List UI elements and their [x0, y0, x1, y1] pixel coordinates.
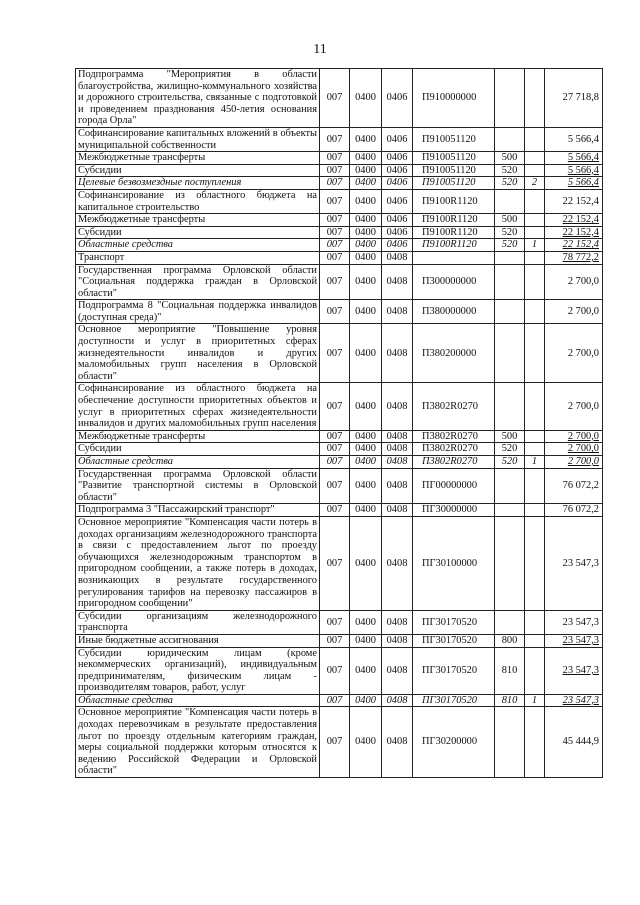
section-code-cell: 0400 — [350, 430, 382, 443]
section-code-cell: 0400 — [350, 152, 382, 165]
target-article-cell: П9100R1120 — [413, 239, 495, 252]
subsection-code-cell: 0408 — [382, 504, 413, 517]
section-code-cell: 0400 — [350, 251, 382, 264]
subsection-code-cell: 0408 — [382, 516, 413, 610]
funding-source-cell — [525, 443, 545, 456]
section-code-cell: 0400 — [350, 264, 382, 300]
department-code-cell: 007 — [320, 504, 350, 517]
section-code-cell: 0400 — [350, 610, 382, 634]
amount-cell: 5 566,4 — [545, 164, 603, 177]
expense-type-cell — [495, 127, 525, 151]
amount-cell: 22 152,4 — [545, 239, 603, 252]
subsection-code-cell: 0408 — [382, 694, 413, 707]
target-article-cell: ПГ30170520 — [413, 647, 495, 694]
target-article-cell: П910051120 — [413, 152, 495, 165]
funding-source-cell — [525, 430, 545, 443]
funding-source-cell: 1 — [525, 239, 545, 252]
department-code-cell: 007 — [320, 251, 350, 264]
item-name-cell: Софинансирование капитальных вложений в объекты муниципальной собственности — [76, 127, 320, 151]
section-code-cell: 0400 — [350, 300, 382, 324]
table-row — [76, 383, 603, 430]
item-name-cell: Основное мероприятие "Компенсация части потерь в доходах организациям железнодорожного транспорта в связи с предоставлением льгот по проезду обучающихся железнодорожным транспортом в пригородном сообщении, а также потерь в доходах, возникающих в результате государственного регулирования тарифов на перевозку пассажиров в пригородном сообщении" — [76, 516, 320, 610]
section-code-cell: 0400 — [350, 127, 382, 151]
table-row — [76, 177, 603, 190]
subsection-code-cell: 0406 — [382, 226, 413, 239]
expense-type-cell — [495, 516, 525, 610]
item-name-cell: Межбюджетные трансферты — [76, 430, 320, 443]
subsection-code-cell: 0408 — [382, 707, 413, 778]
item-name-cell: Основное мероприятие "Повышение уровня доступности и услуг в приоритетных сферах жизнедеятельности инвалидов и других маломобильных групп населения в Орловской области" — [76, 324, 320, 383]
department-code-cell: 007 — [320, 647, 350, 694]
item-name-cell: Субсидии организациям железнодорожного транспорта — [76, 610, 320, 634]
funding-source-cell — [525, 516, 545, 610]
table-row — [76, 468, 603, 504]
item-name-cell: Софинансирование из областного бюджета на капитальное строительство — [76, 189, 320, 213]
target-article-cell: ПГ30200000 — [413, 707, 495, 778]
subsection-code-cell: 0406 — [382, 127, 413, 151]
target-article-cell: П3802R0270 — [413, 443, 495, 456]
department-code-cell: 007 — [320, 226, 350, 239]
expense-type-cell — [495, 69, 525, 128]
amount-cell: 23 547,3 — [545, 634, 603, 647]
funding-source-cell — [525, 610, 545, 634]
department-code-cell: 007 — [320, 468, 350, 504]
amount-cell: 76 072,2 — [545, 504, 603, 517]
funding-source-cell — [525, 127, 545, 151]
item-name-cell: Межбюджетные трансферты — [76, 152, 320, 165]
item-name-cell: Транспорт — [76, 251, 320, 264]
funding-source-cell — [525, 707, 545, 778]
section-code-cell: 0400 — [350, 647, 382, 694]
target-article-cell: П380000000 — [413, 300, 495, 324]
table-row — [76, 504, 603, 517]
section-code-cell: 0400 — [350, 214, 382, 227]
section-code-cell: 0400 — [350, 324, 382, 383]
department-code-cell: 007 — [320, 443, 350, 456]
subsection-code-cell: 0408 — [382, 456, 413, 469]
department-code-cell: 007 — [320, 430, 350, 443]
table-row — [76, 264, 603, 300]
table-row — [76, 647, 603, 694]
target-article-cell: ПГ30170520 — [413, 694, 495, 707]
target-article-cell: П910051120 — [413, 127, 495, 151]
table-row — [76, 189, 603, 213]
amount-cell: 2 700,0 — [545, 430, 603, 443]
item-name-cell: Подпрограмма 3 "Пассажирский транспорт" — [76, 504, 320, 517]
target-article-cell: П3802R0270 — [413, 430, 495, 443]
department-code-cell: 007 — [320, 127, 350, 151]
funding-source-cell — [525, 226, 545, 239]
table-row — [76, 214, 603, 227]
expense-type-cell: 520 — [495, 226, 525, 239]
funding-source-cell: 1 — [525, 694, 545, 707]
subsection-code-cell: 0408 — [382, 430, 413, 443]
target-article-cell — [413, 251, 495, 264]
target-article-cell: ПГ30000000 — [413, 504, 495, 517]
subsection-code-cell: 0406 — [382, 214, 413, 227]
funding-source-cell: 1 — [525, 456, 545, 469]
item-name-cell: Государственная программа Орловской области "Социальная поддержка граждан в Орловской области" — [76, 264, 320, 300]
subsection-code-cell: 0408 — [382, 264, 413, 300]
expense-type-cell — [495, 251, 525, 264]
section-code-cell: 0400 — [350, 164, 382, 177]
department-code-cell: 007 — [320, 239, 350, 252]
item-name-cell: Областные средства — [76, 239, 320, 252]
department-code-cell: 007 — [320, 177, 350, 190]
department-code-cell: 007 — [320, 152, 350, 165]
department-code-cell: 007 — [320, 324, 350, 383]
section-code-cell: 0400 — [350, 177, 382, 190]
amount-cell: 2 700,0 — [545, 456, 603, 469]
target-article-cell: П910051120 — [413, 177, 495, 190]
table-row — [76, 127, 603, 151]
amount-cell: 2 700,0 — [545, 300, 603, 324]
expense-type-cell: 500 — [495, 152, 525, 165]
funding-source-cell — [525, 189, 545, 213]
table-row — [76, 300, 603, 324]
target-article-cell: ПГ30100000 — [413, 516, 495, 610]
amount-cell: 23 547,3 — [545, 647, 603, 694]
department-code-cell: 007 — [320, 456, 350, 469]
expense-type-cell — [495, 264, 525, 300]
item-name-cell: Межбюджетные трансферты — [76, 214, 320, 227]
item-name-cell: Иные бюджетные ассигнования — [76, 634, 320, 647]
table-row — [76, 456, 603, 469]
department-code-cell: 007 — [320, 707, 350, 778]
target-article-cell: П9100R1120 — [413, 226, 495, 239]
subsection-code-cell: 0406 — [382, 239, 413, 252]
department-code-cell: 007 — [320, 264, 350, 300]
funding-source-cell — [525, 264, 545, 300]
item-name-cell: Субсидии — [76, 226, 320, 239]
item-name-cell: Подпрограмма "Мероприятия в области благоустройства, жилищно-коммунального хозяйства и дорожного строительства, связанные с подготовкой и проведением празднования 450-летия основания города Орла" — [76, 69, 320, 128]
section-code-cell: 0400 — [350, 634, 382, 647]
page-number: 11 — [313, 42, 327, 57]
subsection-code-cell: 0408 — [382, 610, 413, 634]
item-name-cell: Областные средства — [76, 456, 320, 469]
funding-source-cell — [525, 152, 545, 165]
amount-cell: 2 700,0 — [545, 383, 603, 430]
expense-type-cell: 500 — [495, 430, 525, 443]
target-article-cell: П9100R1120 — [413, 189, 495, 213]
department-code-cell: 007 — [320, 516, 350, 610]
subsection-code-cell: 0406 — [382, 69, 413, 128]
target-article-cell: ПГ30170520 — [413, 610, 495, 634]
expense-type-cell — [495, 324, 525, 383]
subsection-code-cell: 0406 — [382, 189, 413, 213]
table-row — [76, 152, 603, 165]
section-code-cell: 0400 — [350, 516, 382, 610]
table-row — [76, 516, 603, 610]
target-article-cell: ПГ00000000 — [413, 468, 495, 504]
expense-type-cell — [495, 504, 525, 517]
expense-type-cell: 520 — [495, 177, 525, 190]
expense-type-cell: 810 — [495, 694, 525, 707]
subsection-code-cell: 0406 — [382, 177, 413, 190]
item-name-cell: Подпрограмма 8 "Социальная поддержка инвалидов (доступная среда)" — [76, 300, 320, 324]
item-name-cell: Субсидии — [76, 443, 320, 456]
subsection-code-cell: 0408 — [382, 468, 413, 504]
section-code-cell: 0400 — [350, 707, 382, 778]
table-row — [76, 694, 603, 707]
section-code-cell: 0400 — [350, 383, 382, 430]
subsection-code-cell: 0408 — [382, 647, 413, 694]
department-code-cell: 007 — [320, 164, 350, 177]
target-article-cell: П300000000 — [413, 264, 495, 300]
amount-cell: 23 547,3 — [545, 516, 603, 610]
funding-source-cell — [525, 164, 545, 177]
section-code-cell: 0400 — [350, 239, 382, 252]
amount-cell: 76 072,2 — [545, 468, 603, 504]
amount-cell: 5 566,4 — [545, 127, 603, 151]
department-code-cell: 007 — [320, 189, 350, 213]
funding-source-cell — [525, 324, 545, 383]
funding-source-cell — [525, 300, 545, 324]
expense-type-cell: 810 — [495, 647, 525, 694]
amount-cell: 2 700,0 — [545, 443, 603, 456]
section-code-cell: 0400 — [350, 189, 382, 213]
item-name-cell: Софинансирование из областного бюджета на обеспечение доступности приоритетных объектов и услуг в приоритетных сферах жизнедеятельности инвалидов и других маломобильных групп населения — [76, 383, 320, 430]
table-row — [76, 226, 603, 239]
funding-source-cell — [525, 504, 545, 517]
funding-source-cell — [525, 383, 545, 430]
table-row — [76, 251, 603, 264]
section-code-cell: 0400 — [350, 226, 382, 239]
expense-type-cell: 520 — [495, 164, 525, 177]
item-name-cell: Целевые безвозмездные поступления — [76, 177, 320, 190]
item-name-cell: Основное мероприятие "Компенсация части потерь в доходах перевозчикам в результате предоставления льгот по проезду отдельным категориям граждан, меры социальной поддержки которым относятся к ведению Российской Федерации и Орловской области" — [76, 707, 320, 778]
amount-cell: 45 444,9 — [545, 707, 603, 778]
amount-cell: 2 700,0 — [545, 324, 603, 383]
item-name-cell: Областные средства — [76, 694, 320, 707]
table-row — [76, 443, 603, 456]
expense-type-cell: 500 — [495, 214, 525, 227]
department-code-cell: 007 — [320, 300, 350, 324]
table-row — [76, 634, 603, 647]
department-code-cell: 007 — [320, 694, 350, 707]
amount-cell: 23 547,3 — [545, 694, 603, 707]
funding-source-cell — [525, 69, 545, 128]
section-code-cell: 0400 — [350, 504, 382, 517]
table-row — [76, 430, 603, 443]
funding-source-cell — [525, 214, 545, 227]
target-article-cell: П910000000 — [413, 69, 495, 128]
subsection-code-cell: 0406 — [382, 152, 413, 165]
section-code-cell: 0400 — [350, 69, 382, 128]
subsection-code-cell: 0408 — [382, 324, 413, 383]
table-row — [76, 707, 603, 778]
expense-type-cell — [495, 383, 525, 430]
funding-source-cell — [525, 251, 545, 264]
expense-type-cell: 520 — [495, 239, 525, 252]
funding-source-cell: 2 — [525, 177, 545, 190]
expense-type-cell — [495, 707, 525, 778]
expense-type-cell: 520 — [495, 456, 525, 469]
target-article-cell: П3802R0270 — [413, 456, 495, 469]
department-code-cell: 007 — [320, 214, 350, 227]
subsection-code-cell: 0408 — [382, 251, 413, 264]
subsection-code-cell: 0408 — [382, 300, 413, 324]
section-code-cell: 0400 — [350, 456, 382, 469]
department-code-cell: 007 — [320, 383, 350, 430]
target-article-cell: П9100R1120 — [413, 214, 495, 227]
subsection-code-cell: 0406 — [382, 164, 413, 177]
section-code-cell: 0400 — [350, 443, 382, 456]
table-row — [76, 324, 603, 383]
item-name-cell: Субсидии — [76, 164, 320, 177]
section-code-cell: 0400 — [350, 468, 382, 504]
expense-type-cell — [495, 300, 525, 324]
expense-type-cell — [495, 189, 525, 213]
department-code-cell: 007 — [320, 69, 350, 128]
subsection-code-cell: 0408 — [382, 383, 413, 430]
expense-type-cell — [495, 468, 525, 504]
funding-source-cell — [525, 634, 545, 647]
amount-cell: 22 152,4 — [545, 189, 603, 213]
item-name-cell: Государственная программа Орловской области "Развитие транспортной системы в Орловской области" — [76, 468, 320, 504]
funding-source-cell — [525, 468, 545, 504]
target-article-cell: П380200000 — [413, 324, 495, 383]
amount-cell: 22 152,4 — [545, 214, 603, 227]
subsection-code-cell: 0408 — [382, 443, 413, 456]
table-row — [76, 164, 603, 177]
table-row — [76, 239, 603, 252]
table-row — [76, 69, 603, 128]
budget-table — [75, 68, 603, 778]
amount-cell: 23 547,3 — [545, 610, 603, 634]
amount-cell: 2 700,0 — [545, 264, 603, 300]
target-article-cell: П910051120 — [413, 164, 495, 177]
funding-source-cell — [525, 647, 545, 694]
target-article-cell: ПГ30170520 — [413, 634, 495, 647]
amount-cell: 5 566,4 — [545, 152, 603, 165]
department-code-cell: 007 — [320, 610, 350, 634]
department-code-cell: 007 — [320, 634, 350, 647]
table-row — [76, 610, 603, 634]
section-code-cell: 0400 — [350, 694, 382, 707]
expense-type-cell: 800 — [495, 634, 525, 647]
expense-type-cell — [495, 610, 525, 634]
target-article-cell: П3802R0270 — [413, 383, 495, 430]
item-name-cell: Субсидии юридическим лицам (кроме некоммерческих организаций), индивидуальным предпринимателям, физическим лицам - производителям товаров, работ, услуг — [76, 647, 320, 694]
amount-cell: 22 152,4 — [545, 226, 603, 239]
subsection-code-cell: 0408 — [382, 634, 413, 647]
expense-type-cell: 520 — [495, 443, 525, 456]
amount-cell: 27 718,8 — [545, 69, 603, 128]
amount-cell: 5 566,4 — [545, 177, 603, 190]
amount-cell: 78 772,2 — [545, 251, 603, 264]
